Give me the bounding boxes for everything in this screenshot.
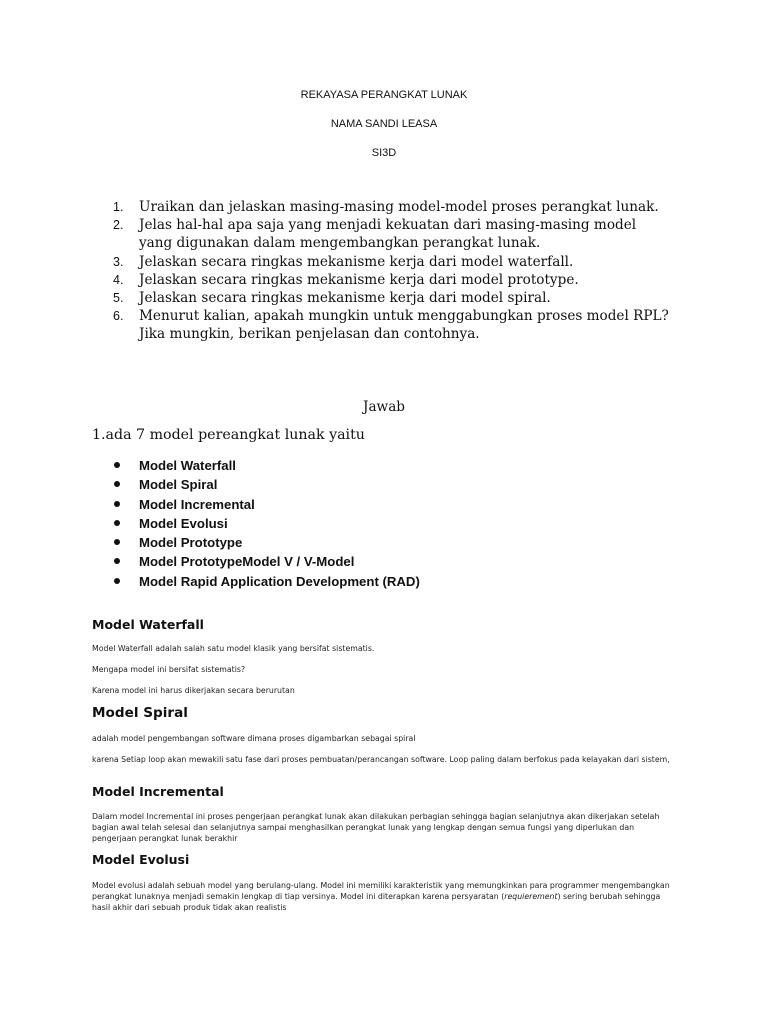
- incremental-paragraph-1: Dalam model Incremental ini proses pengerjaan perangkat lunak akan dilakukan perbagian sehingga bagian selanjutnya akan dikerjakan setelah bagian awal telah selesai dan selanjutnya sampai menghasilkan perangkat lunak yang lengkap dengan semua fungsi yang diperlukan dan pengerjaan perangkat lunak berakhir: [92, 812, 660, 843]
- model-name: Model Waterfall: [139, 458, 236, 473]
- section-title-incremental: Model Incremental: [92, 784, 224, 799]
- question-number: 3.: [113, 254, 124, 269]
- waterfall-paragraph-2: Mengapa model ini bersifat sistematis?: [92, 665, 246, 674]
- student-class: SI3D: [371, 147, 397, 159]
- question-number: 5.: [113, 291, 124, 306]
- answer-heading: Jawab: [363, 399, 405, 415]
- bullet-icon: [114, 520, 120, 526]
- model-name: Model Evolusi: [139, 515, 228, 531]
- bullet-icon: [114, 462, 120, 468]
- question-text: Menurut kalian, apakah mungkin untuk menggabungkan proses model RPL? Jika mungkin, berikan penjelasan dan contohnya.: [139, 308, 669, 343]
- model-list-item: [114, 475, 420, 494]
- model-name: Model Spiral: [139, 477, 218, 493]
- student-name: NAMA SANDI LEASA: [330, 118, 438, 130]
- model-name: Model Prototype: [139, 535, 243, 551]
- question-item: [113, 216, 673, 252]
- question-text: Jelaskan secara ringkas mekanisme kerja dari model waterfall.: [139, 253, 574, 270]
- question-item: [113, 271, 673, 289]
- question-item: [113, 289, 673, 307]
- question-text: Jelaskan secara ringkas mekanisme kerja dari model prototype.: [139, 271, 579, 288]
- question-item: [113, 253, 673, 271]
- bullet-icon: [114, 481, 120, 487]
- question-number: 4.: [113, 272, 124, 287]
- model-list-item: [114, 495, 420, 514]
- model-list-item: [114, 552, 420, 571]
- bullet-icon: [114, 578, 120, 584]
- model-list-item: [114, 456, 420, 475]
- question-text: Jelas hal-hal apa saja yang menjadi kekuatan dari masing-masing model yang digunakan dalam mengembangkan perangkat lunak.: [139, 217, 637, 252]
- bullet-icon: [114, 501, 120, 507]
- section-title-evolusi: Model Evolusi: [92, 852, 190, 867]
- question-number: 6.: [113, 309, 124, 324]
- evolusi-paragraph-1: [92, 880, 672, 913]
- document-title: REKAYASA PERANGKAT LUNAK: [300, 89, 468, 101]
- question-item: [113, 198, 673, 216]
- section-title-waterfall: Model Waterfall: [92, 617, 204, 632]
- waterfall-paragraph-3: Karena model ini harus dikerjakan secara berurutan: [92, 686, 295, 695]
- model-list-item: [114, 533, 420, 552]
- question-text: Uraikan dan jelaskan masing-masing model-model proses perangkat lunak.: [139, 199, 659, 215]
- spiral-paragraph-1: adalah model pengembangan software dimana proses digambarkan sebagai spiral: [92, 734, 416, 743]
- model-name: Model Incremental: [139, 496, 255, 512]
- model-list-item: [114, 514, 420, 533]
- bullet-icon: [114, 539, 120, 545]
- waterfall-paragraph-1: Model Waterfall adalah salah satu model klasik yang bersifat sistematis.: [92, 644, 375, 653]
- evolusi-text-part: ) sering berubah sehingga hasil akhir dari sebuah produk tidak akan realistis: [92, 892, 661, 912]
- evolusi-text-part: Model evolusi adalah sebuah model yang berulang-ulang. Model ini memiliki karakteristik yang memungkinkan para programmer mengembangkan perangkat lunaknya menjadi semakin lengkap di tiap versinya. Model ini diterapkan karena persyaratan (: [92, 881, 670, 901]
- spiral-paragraph-2: karena Setiap loop akan mewakili satu fase dari proses pembuatan/perancangan software. Loop paling dalam berfokus pada kelayakan dari sistem,: [92, 755, 670, 764]
- section-title-spiral: Model Spiral: [92, 705, 188, 721]
- question-item: [113, 307, 673, 343]
- question-number: 2.: [113, 218, 124, 233]
- evolusi-emphasis: requierement: [504, 892, 558, 901]
- model-list: [114, 456, 420, 591]
- model-name: Model Rapid Application Development (RAD): [139, 573, 420, 589]
- answer-intro: 1.ada 7 model pereangkat lunak yaitu: [92, 427, 365, 443]
- question-number: 1.: [113, 200, 124, 214]
- bullet-icon: [114, 558, 120, 564]
- question-text: Jelaskan secara ringkas mekanisme kerja dari model spiral.: [139, 290, 551, 307]
- question-list: [113, 198, 673, 344]
- model-name: Model PrototypeModel V / V-Model: [139, 554, 355, 570]
- model-list-item: [114, 572, 420, 591]
